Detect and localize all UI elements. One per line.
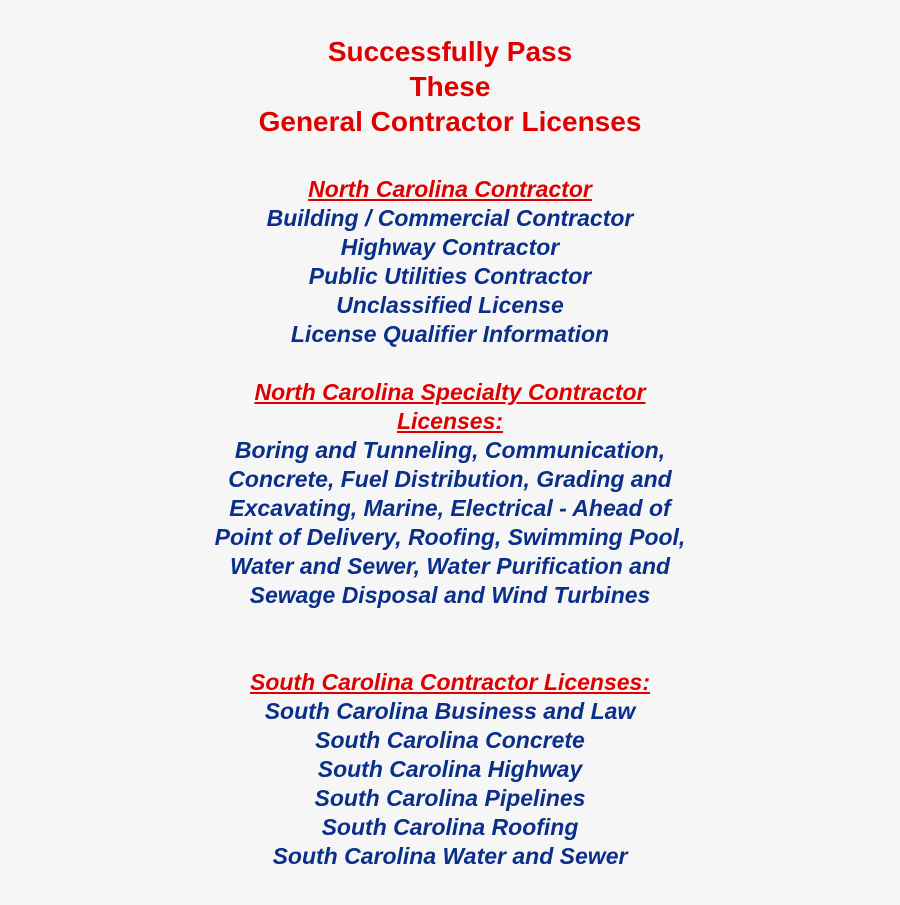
- headline-line-2: These: [409, 71, 491, 102]
- sc-contractor-section: [0, 668, 900, 871]
- list-item: Highway Contractor: [340, 234, 560, 260]
- sc-contractor-heading: South Carolina Contractor Licenses:: [249, 669, 650, 695]
- list-item: South Carolina Pipelines: [314, 785, 586, 811]
- list-item: Unclassified License: [336, 292, 564, 318]
- nc-specialty-section: [0, 378, 900, 610]
- list-item: South Carolina Business and Law: [264, 698, 636, 724]
- list-item: South Carolina Highway: [317, 756, 583, 782]
- nc-contractor-section: [0, 175, 900, 349]
- list-item: South Carolina Concrete: [315, 727, 585, 753]
- headline-line-3: General Contractor Licenses: [258, 106, 642, 137]
- list-item: South Carolina Roofing: [321, 814, 579, 840]
- nc-specialty-list: Boring and Tunneling, Communication, Concrete, Fuel Distribution, Grading and Excavating, Marine, Electrical - Ahead of Point of Delivery, Roofing, Swimming Pool, Water and Sewer, Water Purification and Sewage Disposal and Wind Turbines: [214, 437, 686, 608]
- headline-line-1: Successfully Pass: [327, 36, 573, 67]
- list-item: License Qualifier Information: [290, 321, 610, 347]
- list-item: Public Utilities Contractor: [308, 263, 592, 289]
- nc-specialty-heading: North Carolina Specialty Contractor Licenses:: [254, 379, 646, 434]
- headline: [0, 34, 900, 139]
- list-item: Building / Commercial Contractor: [266, 205, 634, 231]
- nc-contractor-heading: North Carolina Contractor: [308, 176, 592, 202]
- list-item: South Carolina Water and Sewer: [272, 843, 628, 869]
